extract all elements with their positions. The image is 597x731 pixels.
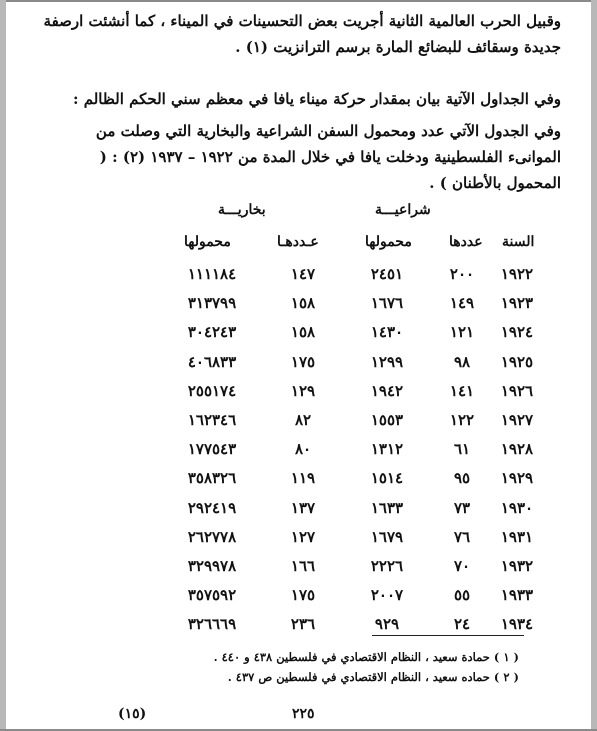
cell-steam-load: ١٧٧٥٤٣ — [187, 440, 237, 458]
cell-year: ١٩٣٤ — [500, 615, 534, 633]
cell-steam-count: ١٧٥ — [290, 353, 316, 371]
header-steam-load: محمولها — [184, 234, 231, 250]
cell-sail-load: ١٦٣٣ — [370, 499, 404, 517]
table-description-paragraph: وفي الجدول الآتي عدد ومحمول السفن الشراعية والبخارية التي وصلت من الموانىء الفلسطينية ودخلت يافا في خلال المدة من ١٩٢٢ – ١٩٣٧ (٢) : ( المحمول بالأطنان ) . — [95, 122, 561, 192]
cell-steam-load: ٣٥٨٣٢٦ — [187, 469, 237, 487]
cell-sail-load: ١٥١٤ — [370, 469, 404, 487]
cell-steam-load: ١١١١٨٤ — [187, 265, 237, 283]
window-right-border — [591, 0, 597, 731]
cell-sail-count: ٢٤ — [453, 615, 471, 633]
cell-sail-count: ١٤١ — [449, 382, 475, 400]
cell-year: ١٩٣٣ — [500, 586, 534, 604]
cell-year: ١٩٣٠ — [500, 499, 534, 517]
cell-steam-load: ١٦٢٣٤٦ — [187, 411, 237, 429]
header-sail-count: عددها — [449, 234, 483, 250]
cell-steam-load: ٢٥٥١٧٤ — [187, 382, 237, 400]
cell-sail-load: ٢٤٥١ — [370, 265, 404, 283]
cell-steam-count: ١٧٥ — [290, 586, 316, 604]
cell-steam-load: ٣٢٦٦٦٩ — [187, 615, 237, 633]
cell-sail-load: ٢٠٠٧ — [370, 586, 404, 604]
cell-steam-load: ٣١٣٧٩٩ — [187, 294, 237, 312]
cell-year: ١٩٣٢ — [500, 557, 534, 575]
cell-sail-load: ١٢٩٩ — [370, 353, 404, 371]
cell-sail-load: ١٩٤٢ — [370, 382, 404, 400]
footnote-separator — [372, 635, 524, 636]
cell-sail-count: ١٤٩ — [449, 294, 475, 312]
cell-steam-count: ١٥٨ — [290, 323, 316, 341]
cell-steam-count: ٢٣٦ — [290, 615, 316, 633]
cell-sail-load: ٩٢٩ — [374, 615, 400, 633]
cell-sail-load: ١٦٧٦ — [370, 294, 404, 312]
header-year: السنة — [502, 234, 535, 250]
steam-group-header: بخاريـــة — [218, 202, 266, 218]
cell-steam-load: ٢٦٢٧٧٨ — [187, 528, 237, 546]
cell-year: ١٩٢٤ — [500, 323, 534, 341]
cell-sail-load: ١٣١٢ — [370, 440, 404, 458]
cell-year: ١٩٢٥ — [500, 353, 534, 371]
window-top-border — [0, 0, 597, 2]
header-sail-load: محمولها — [365, 234, 412, 250]
cell-steam-count: ٨٠ — [294, 440, 312, 458]
page-number: ٢٢٥ — [292, 706, 315, 722]
cell-steam-count: ١٤٧ — [290, 265, 316, 283]
sail-group-header: شراعيـــة — [375, 202, 431, 218]
cell-steam-count: ١٣٧ — [290, 499, 316, 517]
cell-steam-count: ٨٢ — [294, 411, 312, 429]
footnote-1: ( ١ ) حمادة سعيد ، النظام الاقتصادي في فلسطين ٤٣٨ و ٤٤٠ . — [213, 650, 519, 664]
cell-year: ١٩٢٧ — [500, 411, 534, 429]
cell-steam-load: ٣٠٤٢٤٣ — [187, 323, 237, 341]
cell-sail-count: ٦١ — [453, 440, 471, 458]
window-left-border — [0, 0, 6, 731]
cell-sail-count: ١٢١ — [449, 323, 475, 341]
cell-steam-count: ١١٩ — [290, 469, 316, 487]
intro-paragraph: وقبيل الحرب العالمية الثانية أجريت بعض التحسينات في الميناء ، كما أنشئت ارصفة جديدة وسقائف للبضائع المارة برسم الترانزيت (١) . — [43, 12, 561, 56]
cell-sail-count: ٧٠ — [453, 557, 471, 575]
cell-sail-load: ١٥٥٣ — [370, 411, 404, 429]
cell-steam-load: ٢٩٢٤١٩ — [187, 499, 237, 517]
cell-year: ١٩٢٢ — [500, 265, 534, 283]
cell-sail-count: ٥٥ — [453, 586, 471, 604]
cell-year: ١٩٣١ — [500, 528, 534, 546]
cell-steam-count: ١٢٩ — [290, 382, 316, 400]
cell-steam-load: ٣٢٩٩٧٨ — [187, 557, 237, 575]
cell-steam-count: ١٦٦ — [290, 557, 316, 575]
cell-sail-load: ١٤٣٠ — [370, 323, 404, 341]
cell-sail-load: ١٦٧٩ — [370, 528, 404, 546]
cell-sail-count: ١٢٢ — [449, 411, 475, 429]
footnote-2: ( ٢ ) حماده سعيد ، النظام الاقتصادي في فلسطين ص ٤٣٧ . — [227, 670, 519, 684]
header-steam-count: عـددهـا — [277, 234, 319, 250]
cell-steam-load: ٣٥٧٥٩٢ — [187, 586, 237, 604]
cell-year: ١٩٢٨ — [500, 440, 534, 458]
cell-sail-count: ٩٨ — [453, 353, 471, 371]
section-number: (١٥) — [118, 706, 147, 722]
cell-year: ١٩٢٩ — [500, 469, 534, 487]
cell-steam-count: ١٢٧ — [290, 528, 316, 546]
cell-sail-count: ٢٠٠ — [449, 265, 475, 283]
cell-year: ١٩٢٣ — [500, 294, 534, 312]
cell-sail-count: ٧٣ — [453, 499, 471, 517]
cell-sail-load: ٢٢٢٦ — [370, 557, 404, 575]
tables-intro-paragraph: وفي الجداول الآتية بيان بمقدار حركة ميناء يافا في معظم سني الحكم الظالم : — [72, 90, 561, 108]
cell-steam-count: ١٥٨ — [290, 294, 316, 312]
cell-steam-load: ٤٠٦٨٣٣ — [187, 353, 237, 371]
cell-sail-count: ٩٥ — [453, 469, 471, 487]
cell-sail-count: ٧٦ — [453, 528, 471, 546]
cell-year: ١٩٢٦ — [500, 382, 534, 400]
